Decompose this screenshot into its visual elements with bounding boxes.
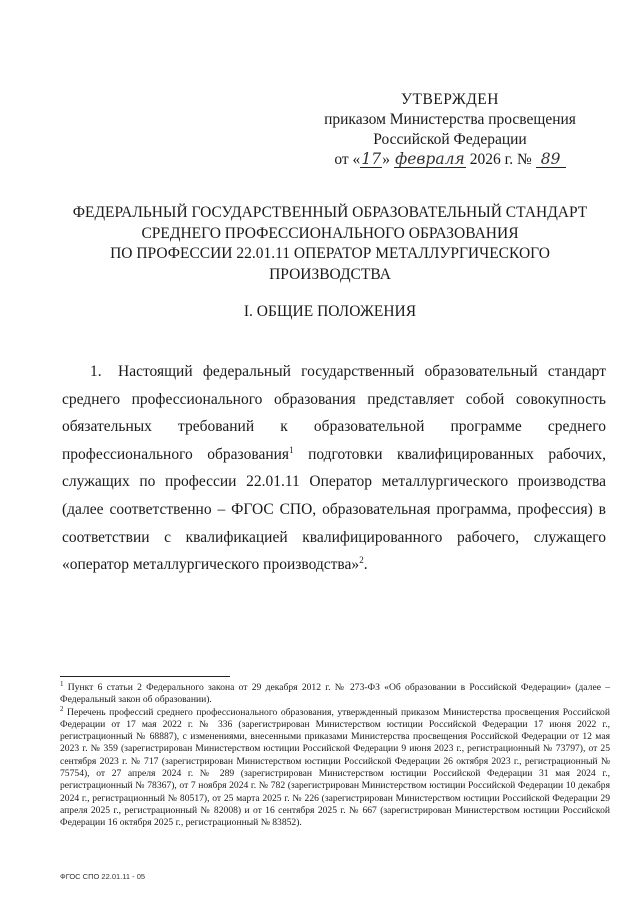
section-heading: I. ОБЩИЕ ПОЛОЖЕНИЯ: [243, 303, 417, 320]
title-line-2: СРЕДНЕГО ПРОФЕССИОНАЛЬНОГО ОБРАЗОВАНИЯ: [141, 224, 519, 242]
footnotes: [60, 679, 610, 830]
footnote-2: [60, 704, 610, 830]
handwritten-day: 17: [361, 150, 382, 168]
handwritten-month: февраля: [395, 150, 465, 168]
approval-date-line: [300, 150, 600, 170]
footnote-1: [60, 679, 610, 707]
title-line-3: ПО ПРОФЕССИИ 22.01.11 ОПЕРАТОР МЕТАЛЛУРГИЧЕСКОГО: [110, 245, 550, 262]
footer-code: ФГОС СПО 22.01.11 - 05: [60, 872, 146, 881]
paragraph-text-a: Настоящий федеральный государственный образовательный стандарт среднего профессионального образования представляет собой совокупность обязательных требований к образовательной программе среднего профессионального образования: [62, 363, 606, 463]
approval-line-1: приказом Министерства просвещения: [324, 111, 576, 128]
handwritten-order-number: 89: [536, 151, 566, 168]
paragraph-number: 1.: [90, 363, 102, 380]
paragraph-text-b: подготовки квалифицированных рабочих, служащих по профессии 22.01.11 Оператор металлургического производства (далее соответственно – ФГОС СПО, образовательная программа, профессия) в соответствии с квалификацией квалифицированного рабочего, служащего «оператор металлургического производства»: [62, 445, 606, 574]
footnote-ref-2: 2: [359, 555, 364, 565]
date-year: 2026 г. №: [469, 151, 532, 168]
footnote-2-text: Перечень профессий среднего профессионального образования, утвержденный приказом Министерства просвещения Российской Федерации от 17 мая 2022 г. № 336 (зарегистрирован Министерством юстиции Российской Федерации 17 июня 2022 г., регистрационный № 68887), с изменениями, внесенными приказами Министерства просвещения Российской Федерации от 12 мая 2023 г. № 359 (зарегистрирован Министерством юстиции Российской Федерации 9 июня 2023 г., регистрационный № 73797), от 25 сентября 2023 г. № 717 (зарегистрирован Министерством юстиции Российской Федерации 26 октября 2023 г., регистрационный № 75754), от 27 апреля 2024 г. № 289 (зарегистрирован Министерством юстиции Российской Федерации 31 мая 2024 г., регистрационный № 78367), от 7 ноября 2024 г. № 782 (зарегистрирован Министерством юстиции Российской Федерации 10 декабря 2024 г., регистрационный № 80517), от 25 марта 2025 г. № 226 (зарегистрирован Министерством юстиции Российской Федерации 29 апреля 2025 г., регистрационный № 82008) и от 16 сентября 2025 г. № 667 (зарегистрирован Министерством юстиции Российской Федерации 16 октября 2025 г., регистрационный № 83852).: [60, 706, 610, 829]
approval-line-2: Российской Федерации: [373, 131, 527, 148]
date-mid: »: [382, 151, 391, 168]
paragraph-text-c: .: [363, 556, 368, 574]
paragraph-1: [62, 358, 606, 579]
footnote-1-text: Пункт 6 статьи 2 Федерального закона от 29 декабря 2012 г. № 273-ФЗ «Об образовании в Российской Федерации» (далее – Федеральный закон об образовании).: [60, 682, 610, 706]
footnote-1-mark: 1: [60, 679, 64, 688]
title-line-1: ФЕДЕРАЛЬНЫЙ ГОСУДАРСТВЕННЫЙ ОБРАЗОВАТЕЛЬНЫЙ СТАНДАРТ: [72, 204, 588, 221]
date-prefix: от «: [334, 151, 361, 168]
approval-block: [300, 90, 600, 170]
document-title: [60, 203, 600, 285]
footnote-2-mark: 2: [60, 704, 64, 713]
approved-label: УТВЕРЖДЕН: [401, 91, 499, 108]
footnote-separator: [60, 676, 230, 677]
footnote-ref-1: 1: [289, 444, 294, 455]
title-line-4: ПРОИЗВОДСТВА: [269, 265, 391, 283]
